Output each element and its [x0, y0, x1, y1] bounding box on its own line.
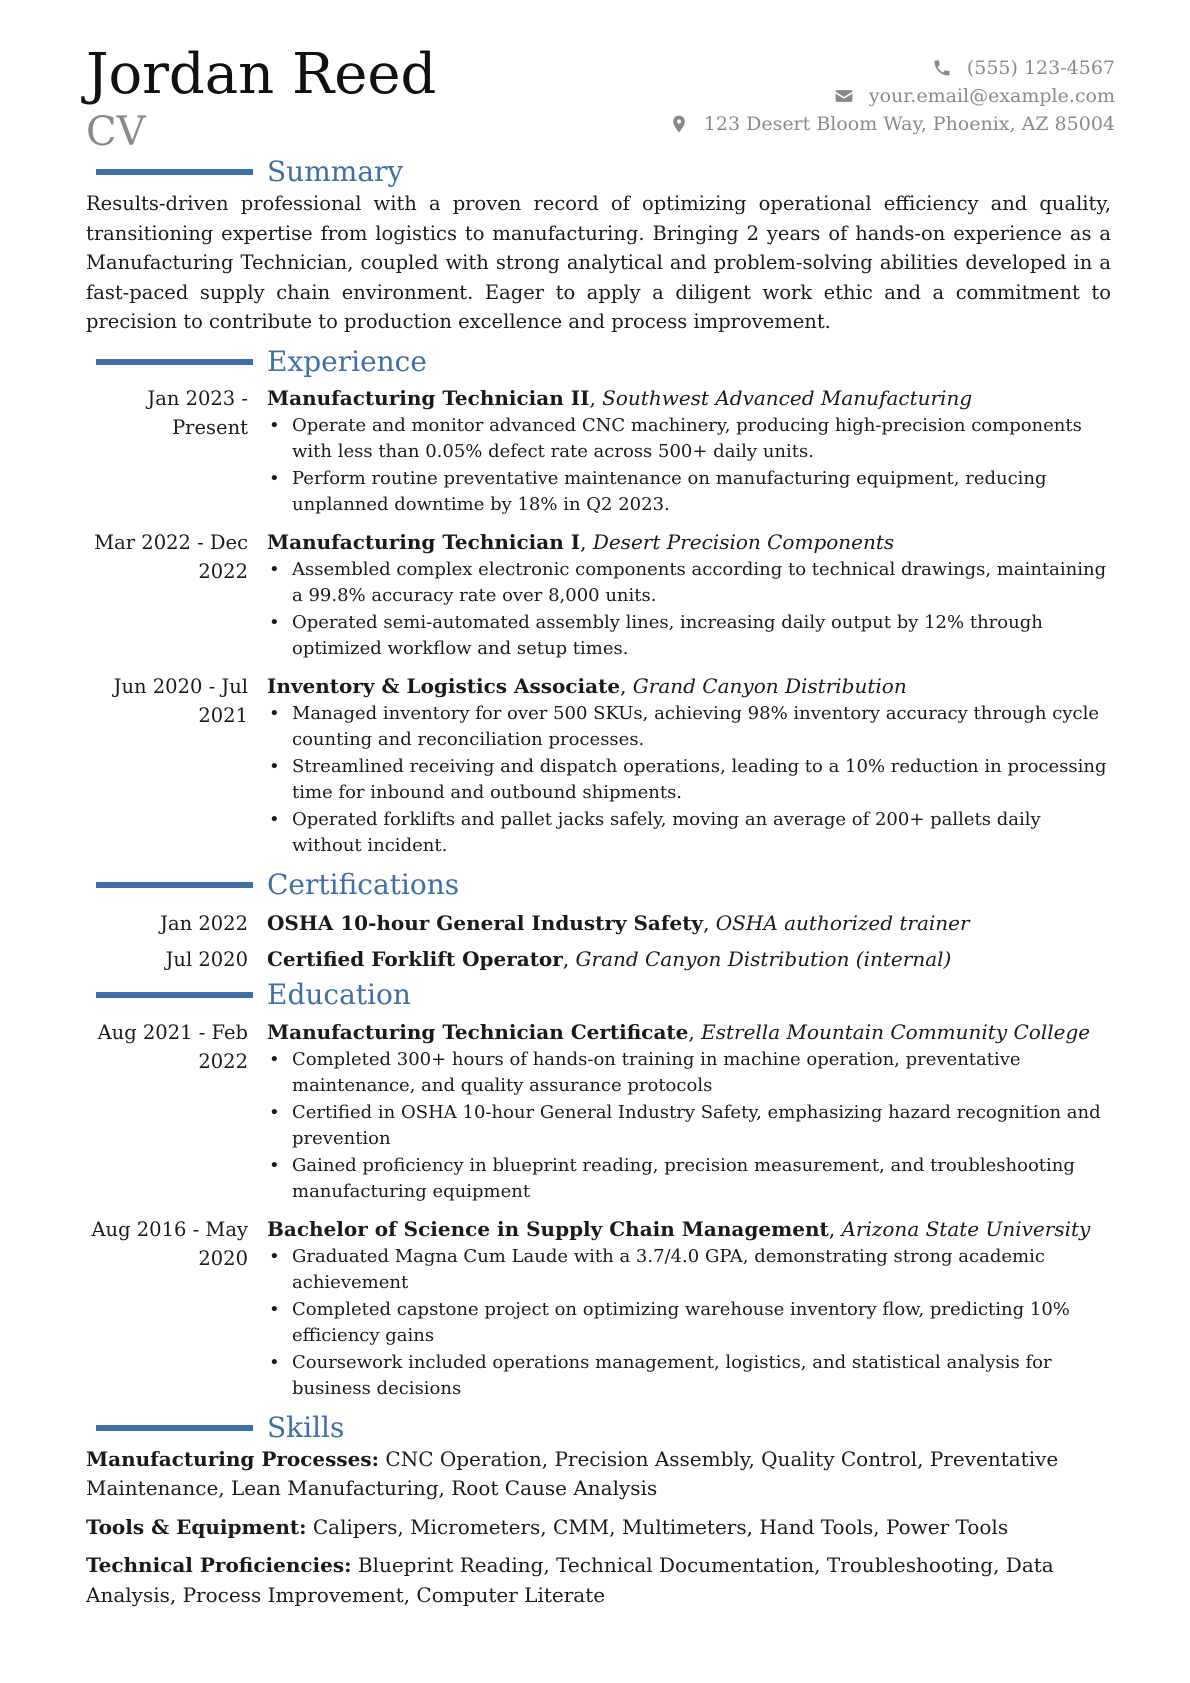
certification-issuer: OSHA authorized trainer	[715, 910, 970, 935]
education-school: Arizona State University	[841, 1216, 1091, 1241]
skill-label: Technical Proficiencies:	[86, 1553, 352, 1577]
entry-bullets	[267, 557, 1107, 663]
bullet-item: • Streamlined receiving and dispatch operations, leading to a 10% reduction in processing time for inbound and outbound shipments.	[267, 754, 1107, 807]
entry-heading: Manufacturing Technician I, Desert Precision Components	[267, 529, 895, 554]
entry-role: Inventory & Logistics Associate	[267, 673, 621, 698]
map-pin-icon	[668, 114, 690, 134]
bullet-item: • Graduated Magna Cum Laude with a 3.7/4.0 GPA, demonstrating strong academic achievement	[267, 1244, 1107, 1297]
entry-date: Aug 2016 - May 2020	[91, 1217, 248, 1270]
section-title: Education	[267, 977, 411, 1011]
section-accent-bar	[96, 169, 253, 175]
entry-heading: Manufacturing Technician II, Southwest Advanced Manufacturing	[267, 385, 973, 410]
entry-bullets	[267, 1244, 1107, 1403]
education-degree: Bachelor of Science in Supply Chain Management	[267, 1216, 829, 1241]
bullet-item: • Managed inventory for over 500 SKUs, achieving 98% inventory accuracy through cycle counting and reconciliation processes.	[267, 701, 1107, 754]
bullet-item: • Operate and monitor advanced CNC machinery, producing high-precision components with less than 0.05% defect rate across 500+ daily units.	[267, 413, 1107, 466]
entry-org: Southwest Advanced Manufacturing	[602, 385, 973, 410]
header	[86, 42, 1115, 157]
entry-date: Jul 2020	[165, 947, 248, 971]
experience-entry	[0, 528, 1190, 663]
bullet-item: • Assembled complex electronic components according to technical drawings, maintaining a 99.8% accuracy rate over 8,000 units.	[267, 557, 1107, 610]
section-summary-heading	[0, 155, 1190, 189]
certification-name: OSHA 10-hour General Industry Safety	[267, 910, 704, 935]
education-school: Estrella Mountain Community College	[701, 1019, 1091, 1044]
person-name: Jordan Reed	[86, 42, 437, 107]
section-accent-bar	[96, 992, 253, 998]
document-subtitle: CV	[86, 109, 146, 155]
skill-group	[86, 1513, 1111, 1543]
entry-date: Jun 2020 - Jul 2021	[113, 674, 248, 727]
entry-role: Manufacturing Technician I	[267, 529, 581, 554]
skill-group	[86, 1551, 1111, 1610]
entry-heading: Manufacturing Technician Certificate, Estrella Mountain Community College	[267, 1019, 1091, 1044]
envelope-icon	[833, 86, 855, 106]
summary-text: Results-driven professional with a proven record of optimizing operational efficiency and quality, transitioning expertise from logistics to manufacturing. Bringing 2 years of hands-on experience as a Manufacturing Technician, coupled with strong analytical and problem-solving abilities developed in a fast-paced supply chain environment. Eager to apply a diligent work ethic and a commitment to precision to contribute to production excellence and process improvement.	[86, 192, 1111, 333]
bullet-item: • Operated forklifts and pallet jacks safely, moving an average of 200+ pallets daily without incident.	[267, 807, 1107, 860]
experience-entry	[0, 672, 1190, 860]
bullet-item: • Coursework included operations management, logistics, and statistical analysis for business decisions	[267, 1350, 1107, 1403]
contact-block	[668, 54, 1115, 138]
education-entry	[0, 1215, 1190, 1403]
experience-entry	[0, 384, 1190, 519]
bullet-item: • Gained proficiency in blueprint reading, precision measurement, and troubleshooting manufacturing equipment	[267, 1153, 1107, 1206]
entry-role: Manufacturing Technician II	[267, 385, 590, 410]
bullet-item: • Certified in OSHA 10-hour General Industry Safety, emphasizing hazard recognition and prevention	[267, 1100, 1107, 1153]
section-title: Summary	[267, 155, 404, 188]
entry-org: Desert Precision Components	[592, 529, 895, 554]
section-title: Experience	[267, 344, 427, 378]
bullet-item: • Completed capstone project on optimizing warehouse inventory flow, predicting 10% efficiency gains	[267, 1297, 1107, 1350]
skill-label: Tools & Equipment:	[86, 1514, 307, 1539]
entry-bullets	[267, 1047, 1107, 1206]
entry-date: Mar 2022 - Dec 2022	[94, 530, 248, 583]
bullet-item: • Completed 300+ hours of hands-on training in machine operation, preventative maintenance, and quality assurance protocols	[267, 1047, 1107, 1100]
certification-name: Certified Forklift Operator	[267, 946, 563, 971]
entry-date: Aug 2021 - Feb 2022	[97, 1020, 248, 1073]
certification-entry	[0, 945, 1190, 974]
entry-heading: Inventory & Logistics Associate, Grand Canyon Distribution	[267, 673, 907, 698]
email-text: your.email@example.com	[868, 85, 1115, 107]
phone-icon	[931, 58, 953, 78]
skill-value: CNC Operation, Precision Assembly, Quality Control, Preventative Maintenance, Lean Manufacturing, Root Cause Analysis	[86, 1446, 1059, 1500]
section-certifications-heading	[0, 868, 1190, 902]
contact-phone[interactable]	[668, 54, 1115, 82]
education-degree: Manufacturing Technician Certificate	[267, 1019, 689, 1044]
certification-entry	[0, 909, 1190, 938]
skill-group	[86, 1445, 1111, 1504]
section-title: Certifications	[267, 867, 460, 901]
section-skills-heading	[0, 1411, 1190, 1445]
entry-bullets	[267, 701, 1107, 860]
entry-heading: OSHA 10-hour General Industry Safety, OSHA authorized trainer	[267, 910, 970, 935]
section-education-heading	[0, 978, 1190, 1012]
section-accent-bar	[96, 1425, 253, 1431]
contact-email[interactable]	[668, 82, 1115, 110]
certification-issuer: Grand Canyon Distribution (internal)	[575, 946, 952, 971]
contact-address[interactable]	[668, 110, 1115, 138]
section-accent-bar	[96, 882, 253, 888]
education-entry	[0, 1018, 1190, 1206]
entry-bullets	[267, 413, 1107, 519]
entry-date: Jan 2023 - Present	[147, 386, 248, 439]
skill-value: Calipers, Micrometers, CMM, Multimeters, Hand Tools, Power Tools	[312, 1514, 1009, 1539]
skill-value: Blueprint Reading, Technical Documentation, Troubleshooting, Data Analysis, Process Improvement, Computer Literate	[86, 1553, 1054, 1607]
entry-org: Grand Canyon Distribution	[632, 673, 907, 698]
bullet-item: • Operated semi-automated assembly lines, increasing daily output by 12% through optimized workflow and setup times.	[267, 610, 1107, 663]
cv-content	[0, 155, 1190, 1610]
address-text: 123 Desert Bloom Way, Phoenix, AZ 85004	[703, 113, 1115, 135]
section-accent-bar	[96, 359, 253, 365]
entry-date: Jan 2022	[160, 911, 248, 935]
phone-text: (555) 123-4567	[966, 57, 1115, 79]
skill-label: Manufacturing Processes:	[86, 1446, 380, 1471]
section-title: Skills	[267, 1410, 345, 1444]
section-experience-heading	[0, 345, 1190, 379]
entry-heading: Bachelor of Science in Supply Chain Management, Arizona State University	[267, 1216, 1091, 1241]
bullet-item: • Perform routine preventative maintenance on manufacturing equipment, reducing unplanned downtime by 18% in Q2 2023.	[267, 466, 1107, 519]
entry-heading: Certified Forklift Operator, Grand Canyon Distribution (internal)	[267, 946, 952, 971]
